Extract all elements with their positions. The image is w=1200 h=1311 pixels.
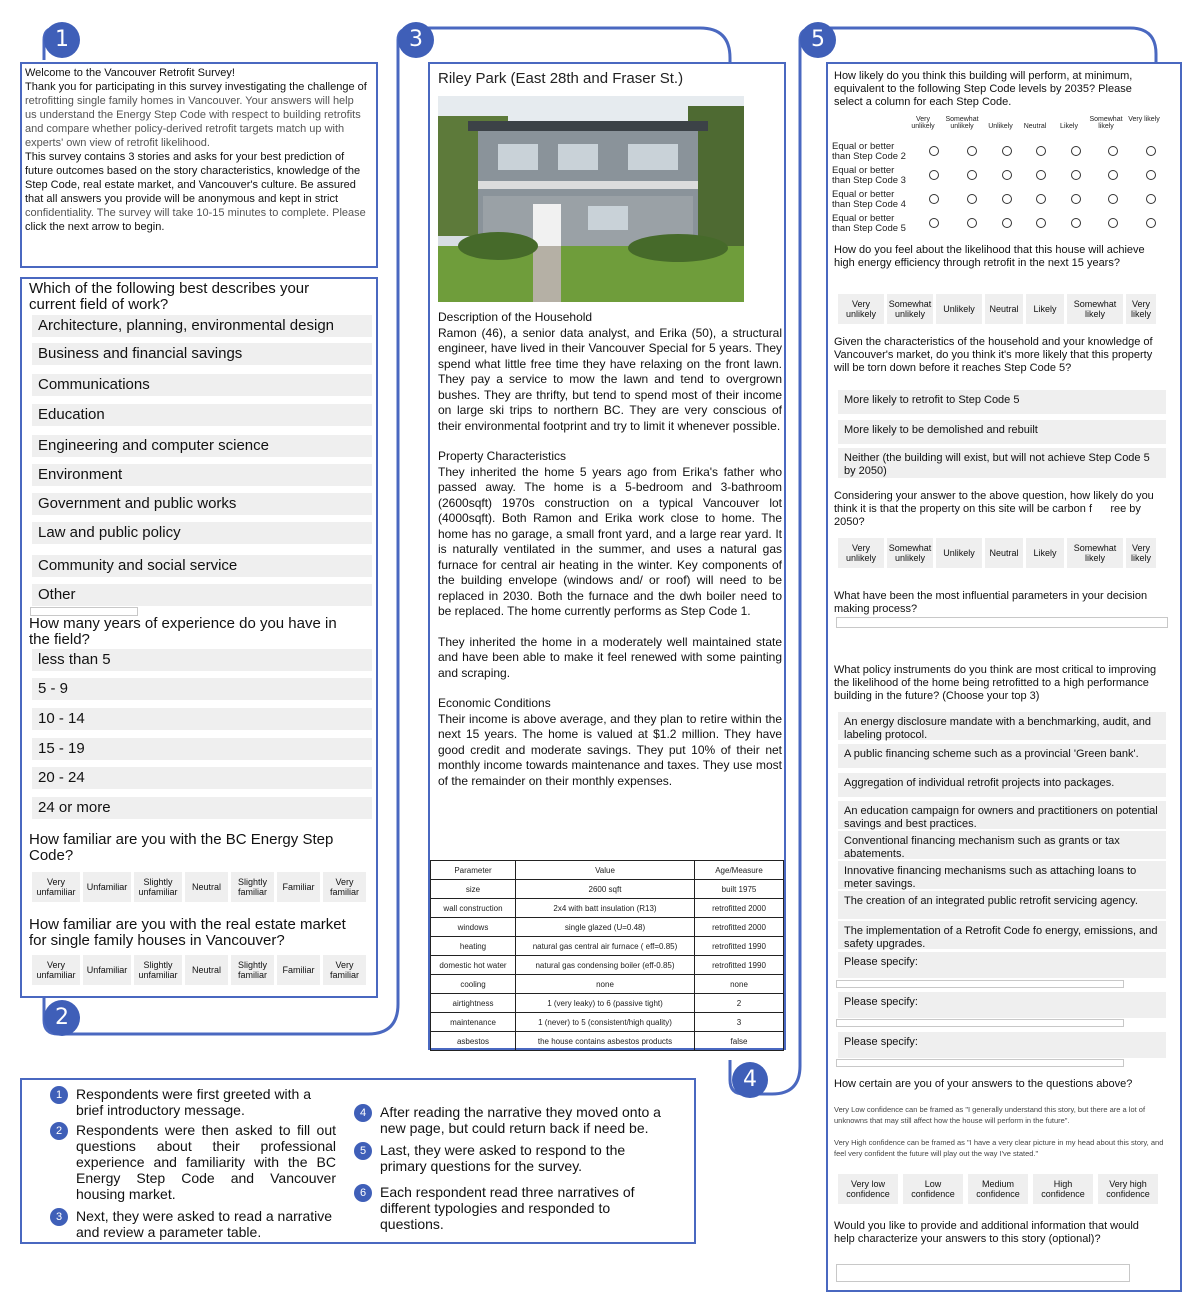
scale-option[interactable]: Somewhat likely (1067, 538, 1123, 568)
scale-option[interactable]: Unfamiliar (83, 955, 131, 985)
table-row (431, 937, 784, 956)
property-heading: Property Characteristics (438, 449, 567, 463)
scale-option[interactable]: Familiar (277, 872, 320, 902)
certainty-high-note: Very High confidence can be framed as "I have a very clear picture in my head about this story, and feel very confident the future will play out the way I've stated." (834, 1138, 1164, 1158)
table-row (431, 975, 784, 994)
scale-option[interactable]: Neutral (985, 294, 1023, 324)
table-cell: retrofitted 1990 (695, 937, 784, 956)
step-badge-2: 2 (44, 1000, 80, 1036)
property-text-2: They inherited the home in a moderately well maintained state and have been able to make it feel renewed with some painting and scraping. (438, 634, 782, 680)
intro-title: Welcome to the Vancouver Retrofit Survey! (25, 67, 235, 79)
policy-option[interactable]: The implementation of a Retrofit Code fo energy, emissions, and safety upgrades. (838, 921, 1166, 949)
scale-option[interactable]: Somewhat unlikely (887, 538, 933, 568)
scale-option[interactable]: Likely (1026, 294, 1064, 324)
matrix-row (832, 164, 1180, 188)
confidence-scale (838, 1174, 1158, 1204)
scale-option[interactable]: Unfamiliar (83, 872, 131, 902)
scale-option[interactable]: Unlikely (936, 294, 982, 324)
economic-heading: Economic Conditions (438, 696, 551, 710)
table-cell: 2600 sqft (516, 880, 695, 899)
radio-button[interactable] (929, 218, 939, 228)
stepcode-familiarity-question: How familiar are you with the BC Energy Step Code? (29, 831, 334, 864)
radio-button[interactable] (929, 170, 939, 180)
scale-option[interactable]: Neutral (985, 538, 1023, 568)
table-cell: 1 (very leaky) to 6 (passive tight) (516, 994, 695, 1013)
years-option[interactable]: 24 or more (32, 797, 372, 819)
certainty-question: How certain are you of your answers to the questions above? (834, 1078, 1133, 1090)
radio-button[interactable] (1108, 146, 1118, 156)
scale-option[interactable]: Slightly familiar (231, 955, 274, 985)
demolition-option[interactable]: More likely to retrofit to Step Code 5 (838, 390, 1166, 414)
table-cell: airtightness (431, 994, 516, 1013)
table-cell: single glazed (U=0.48) (516, 918, 695, 937)
scale-option[interactable]: Somewhat likely (1067, 294, 1123, 324)
likert-label: Somewhat likely (1089, 116, 1123, 130)
table-header-row (431, 861, 784, 880)
legend-item (50, 1086, 340, 1118)
radio-button[interactable] (1036, 146, 1046, 156)
field-option[interactable]: Communications (32, 374, 372, 396)
table-header: Value (516, 861, 695, 880)
radio-button[interactable] (1108, 170, 1118, 180)
radio-button[interactable] (1071, 146, 1081, 156)
likert-label: Unlikely (988, 123, 1013, 130)
table-cell: size (431, 880, 516, 899)
policy-option[interactable]: The creation of an integrated public retrofit servicing agency. (838, 891, 1166, 919)
radio-button[interactable] (1146, 170, 1156, 180)
radio-button[interactable] (929, 194, 939, 204)
legend-text: Each respondent read three narratives of different typologies and responded to questions. (380, 1184, 635, 1232)
radio-button[interactable] (1108, 218, 1118, 228)
stepcode-familiarity-scale (32, 872, 366, 902)
radio-button[interactable] (1002, 218, 1012, 228)
years-question: How many years of experience do you have in the field? (29, 615, 337, 648)
radio-button[interactable] (967, 146, 977, 156)
policy-option[interactable]: An energy disclosure mandate with a benchmarking, audit, and labeling protocol. (838, 712, 1166, 740)
property-text: They inherited the home 5 years ago from Erika's father who passed away. The home is a 5-bedroom and 3-bathroom (2600sqft) 1970s construction on a typical Vancouver lot (4000sqft). Both Ramon and Erika work close to home. The home has no garage, a small front yard, and a large rear yard. It is naturally ventilated in the summer, and uses a natural gas furnace for central air heating in the winter. Key components of the building envelope (windows and/ or roof) will need to be replaced in 2030. Both the furnace and the dwh boiler need to be replaced. The home currently performs as Step Code 1. (438, 464, 782, 618)
economic-text: Their income is above average, and they plan to retire within the next 15 years. The home is valued at $1.2 million. They have good credit and moderate savings. They put 10% of their net monthly income towards maintenance and taxes. They use most of the remainder on their monthly expenses. (438, 711, 782, 788)
legend-text: Next, they were asked to read a narrative and review a parameter table. (76, 1208, 333, 1240)
table-cell: retrofitted 1990 (695, 956, 784, 975)
scale-option[interactable]: Somewhat unlikely (887, 294, 933, 324)
table-cell: none (695, 975, 784, 994)
field-question: Which of the following best describes your current field of work? (29, 280, 310, 313)
stepcode-matrix (832, 140, 1180, 236)
intro-line: future outcomes based on the story characteristics, knowledge of the (25, 165, 361, 177)
radio-button[interactable] (1002, 170, 1012, 180)
field-option[interactable]: Business and financial savings (32, 343, 372, 365)
radio-button[interactable] (1036, 218, 1046, 228)
table-cell: none (516, 975, 695, 994)
table-cell: maintenance (431, 1013, 516, 1032)
specify-label: Please specify: (838, 952, 1166, 978)
radio-button[interactable] (1146, 194, 1156, 204)
radio-button[interactable] (1002, 146, 1012, 156)
radio-button[interactable] (1036, 170, 1046, 180)
demolition-question: Given the characteristics of the household and your knowledge of Vancouver's market, do you think it's more likely that this property will be torn down before it reaches Step Code 5? (834, 336, 1153, 374)
field-option[interactable]: Engineering and computer science (32, 435, 372, 457)
table-header: Parameter (431, 861, 516, 880)
radio-button[interactable] (1071, 170, 1081, 180)
scale-option[interactable]: Neutral (185, 955, 228, 985)
scale-option[interactable]: High confidence (1033, 1174, 1093, 1204)
likert-label: Likely (1060, 123, 1078, 130)
step-badge-1: 1 (44, 22, 80, 58)
table-row (431, 899, 784, 918)
legend-text: Last, they were asked to respond to the primary questions for the survey. (380, 1142, 626, 1174)
legend-item (354, 1142, 684, 1174)
scale-option[interactable]: Very likely (1126, 294, 1156, 324)
carbon-free-likert-scale (838, 538, 1156, 568)
table-cell: 2 (695, 994, 784, 1013)
policy-option[interactable]: Aggregation of individual retrofit projects into packages. (838, 773, 1166, 797)
table-cell: retrofitted 2000 (695, 918, 784, 937)
household-text: Ramon (46), a senior data analyst, and Erika (50), a structural engineer, have lived in their Vancouver Special for 5 years. They spend what little free time they have relaxing on the front lawn. They pay a service to mow the lawn and tend to overgrown bushes. They are thrifty, but tend to spend most of their income on large ski trips to northern BC. They are very conscious of their environmental footprint and try to limit it whenever possible. (438, 325, 782, 433)
legend-number: 4 (354, 1104, 372, 1122)
specify-input-2[interactable] (836, 1019, 1124, 1027)
table-cell: cooling (431, 975, 516, 994)
primary-questions-panel (826, 62, 1182, 1292)
legend-item (354, 1184, 684, 1232)
intro-line: Step Code, real estate market, and Vancouver's culture. Be assured (25, 179, 356, 191)
table-cell: asbestos (431, 1032, 516, 1051)
intro-line: confidentiality. The survey will take 10-15 minutes to complete. Please (25, 207, 366, 219)
scale-option[interactable]: Low confidence (903, 1174, 963, 1204)
years-option[interactable]: 5 - 9 (32, 678, 372, 700)
scale-option[interactable]: Very unlikely (838, 294, 884, 324)
legend-number: 5 (354, 1142, 372, 1160)
stepcode-likelihood-question: How likely do you think this building will perform, at minimum, equivalent to the following Step Code levels by 2035? Please select a column for each Step Code. (834, 70, 1133, 108)
radio-button[interactable] (929, 146, 939, 156)
intro-line: and compare whether policy-derived retrofit targets match up with (25, 123, 345, 135)
intro-line: that all answers you provide will be anonymous and kept in strict (25, 193, 339, 205)
table-cell: windows (431, 918, 516, 937)
scale-option[interactable]: Very low confidence (838, 1174, 898, 1204)
parameter-table (430, 860, 784, 1051)
legend-number: 1 (50, 1086, 68, 1104)
table-row (431, 956, 784, 975)
years-option[interactable]: 10 - 14 (32, 708, 372, 730)
table-row (431, 880, 784, 899)
radio-button[interactable] (1071, 194, 1081, 204)
step-badge-5: 5 (800, 22, 836, 58)
field-option[interactable]: Government and public works (32, 493, 372, 515)
policy-option[interactable]: Conventional financing mechanism such as grants or tax abatements. (838, 831, 1166, 859)
scale-option[interactable]: Very familiar (323, 955, 366, 985)
likert-label: Somewhat unlikely (945, 116, 979, 130)
policy-option[interactable]: Innovative financing mechanisms such as attaching loans to meter savings. (838, 861, 1166, 889)
parameters-text-input[interactable] (836, 617, 1168, 628)
legend-item (50, 1122, 340, 1202)
efficiency-likelihood-question: How do you feel about the likelihood that this house will achieve high energy efficiency through retrofit in the next 15 years? (834, 244, 1145, 269)
additional-info-textarea[interactable] (836, 1264, 1130, 1282)
likert-label: Neutral (1023, 123, 1047, 130)
certainty-low-note: Very Low confidence can be framed as "I generally understand this story, but there are a lot of unknowns that may still affect how the house will perform in the future". (834, 1105, 1146, 1125)
legend-item (50, 1208, 340, 1240)
legend-number: 3 (50, 1208, 68, 1226)
scale-option[interactable]: Likely (1026, 538, 1064, 568)
demolition-option[interactable]: More likely to be demolished and rebuilt (838, 420, 1166, 444)
scale-option[interactable]: Very familiar (323, 872, 366, 902)
intro-line: Thank you for participating in this survey investigating the challenge of (25, 81, 367, 93)
specify-input-3[interactable] (836, 1059, 1124, 1067)
radio-button[interactable] (967, 194, 977, 204)
legend-text: Respondents were then asked to fill out questions about their professional experience and familiarity with the BC Energy Step Code and Vancouver housing market. (76, 1122, 336, 1202)
profile-panel (20, 277, 378, 998)
table-cell: 2x4 with batt insulation (R13) (516, 899, 695, 918)
intro-line: This survey contains 3 stories and asks for your best prediction of (25, 151, 345, 163)
scale-option[interactable]: Familiar (277, 955, 320, 985)
policy-option[interactable]: An education campaign for owners and practitioners on potential savings and best practices. (838, 801, 1166, 829)
years-option[interactable]: 20 - 24 (32, 767, 372, 789)
years-option[interactable]: 15 - 19 (32, 738, 372, 760)
market-familiarity-question: How familiar are you with the real estate market for single family houses in Vancouver? (29, 916, 346, 949)
radio-button[interactable] (967, 218, 977, 228)
matrix-row (832, 188, 1180, 212)
radio-button[interactable] (1108, 194, 1118, 204)
scale-option[interactable]: Very high confidence (1098, 1174, 1158, 1204)
table-cell: 3 (695, 1013, 784, 1032)
legend-number: 6 (354, 1184, 372, 1202)
intro-line: us understand the Energy Step Code with respect to building retrofits (25, 109, 361, 121)
intro-line: retrofitting single family homes in Vancouver. Your answers will help (25, 95, 354, 107)
matrix-row-label: Equal or better than Step Code 3 (832, 165, 906, 186)
likert-label: Very unlikely (911, 116, 935, 130)
years-option[interactable]: less than 5 (32, 649, 372, 671)
house-photo (438, 96, 744, 302)
table-cell: natural gas condensing boiler (eff-0.85) (516, 956, 695, 975)
scale-option[interactable]: Very likely (1126, 538, 1156, 568)
likert-header (904, 116, 1176, 130)
field-option[interactable]: Architecture, planning, environmental design (32, 315, 372, 337)
step-badge-4: 4 (732, 1062, 768, 1098)
efficiency-likert-scale (838, 294, 1156, 324)
matrix-row-label: Equal or better than Step Code 5 (832, 213, 906, 234)
specify-label: Please specify: (838, 992, 1166, 1018)
likert-label: Very likely (1128, 116, 1160, 123)
legend-text: Respondents were first greeted with a brief introductory message. (76, 1086, 312, 1118)
field-option[interactable]: Law and public policy (32, 522, 372, 544)
matrix-row-label: Equal or better than Step Code 2 (832, 141, 906, 162)
radio-button[interactable] (1146, 146, 1156, 156)
table-cell: wall construction (431, 899, 516, 918)
scale-option[interactable]: Neutral (185, 872, 228, 902)
market-familiarity-scale (32, 955, 366, 985)
legend-number: 2 (50, 1122, 68, 1140)
demolition-option[interactable]: Neither (the building will exist, but will not achieve Step Code 5 by 2050) (838, 448, 1166, 478)
table-cell: natural gas central air furnace ( eff=0.85) (516, 937, 695, 956)
legend-panel (20, 1078, 696, 1244)
radio-button[interactable] (967, 170, 977, 180)
radio-button[interactable] (1146, 218, 1156, 228)
table-header: Age/Measure (695, 861, 784, 880)
step-badge-3: 3 (398, 22, 434, 58)
carbon-free-question: Considering your answer to the above question, how likely do you think it is that the property on this site will be carbon f ree by 2050? (834, 490, 1157, 528)
narrative-title: Riley Park (East 28th and Fraser St.) (438, 70, 684, 87)
table-cell: 1 (never) to 5 (consistent/high quality) (516, 1013, 695, 1032)
household-heading: Description of the Household (438, 310, 593, 324)
scale-option[interactable]: Slightly unfamiliar (134, 872, 182, 902)
table-row (431, 918, 784, 937)
specify-input-1[interactable] (836, 980, 1124, 988)
intro-line: experts' own view of retrofit likelihood. (25, 137, 210, 149)
field-option[interactable]: Community and social service (32, 555, 372, 577)
table-cell: built 1975 (695, 880, 784, 899)
matrix-row-label: Equal or better than Step Code 4 (832, 189, 906, 210)
scale-option[interactable]: Unlikely (936, 538, 982, 568)
parameters-question: What have been the most influential parameters in your decision making process? (834, 590, 1148, 615)
table-row (431, 1013, 784, 1032)
intro-line: click the next arrow to begin. (25, 221, 165, 233)
additional-info-question: Would you like to provide and additional information that would help characterize your answers to this story (optional)? (834, 1220, 1139, 1245)
specify-label: Please specify: (838, 1032, 1166, 1058)
matrix-row (832, 140, 1180, 164)
legend-text: After reading the narrative they moved onto a new page, but could return back if need be. (380, 1104, 661, 1136)
scale-option[interactable]: Very unlikely (838, 538, 884, 568)
radio-button[interactable] (1071, 218, 1081, 228)
scale-option[interactable]: Medium confidence (968, 1174, 1028, 1204)
scale-option[interactable]: Very unfamiliar (32, 872, 80, 902)
table-cell: domestic hot water (431, 956, 516, 975)
field-option[interactable]: Environment (32, 464, 372, 486)
field-option[interactable]: Education (32, 404, 372, 426)
table-row (431, 994, 784, 1013)
narrative-panel (428, 62, 786, 1050)
table-row (431, 1032, 784, 1051)
table-cell: the house contains asbestos products (516, 1032, 695, 1051)
legend-item (354, 1104, 684, 1136)
table-cell: heating (431, 937, 516, 956)
policy-question: What policy instruments do you think are most critical to improving the likelihood of the home being retrofitted to a high performance building in the future? (Choose your top 3) (834, 664, 1157, 702)
scale-option[interactable]: Slightly familiar (231, 872, 274, 902)
field-option-other[interactable]: Other (32, 584, 372, 606)
table-cell: false (695, 1032, 784, 1051)
scale-option[interactable]: Slightly unfamiliar (134, 955, 182, 985)
intro-panel (20, 62, 378, 268)
matrix-row (832, 212, 1180, 236)
table-cell: retrofitted 2000 (695, 899, 784, 918)
scale-option[interactable]: Very unfamiliar (32, 955, 80, 985)
radio-button[interactable] (1002, 194, 1012, 204)
radio-button[interactable] (1036, 194, 1046, 204)
policy-option[interactable]: A public financing scheme such as a provincial 'Green bank'. (838, 744, 1166, 768)
